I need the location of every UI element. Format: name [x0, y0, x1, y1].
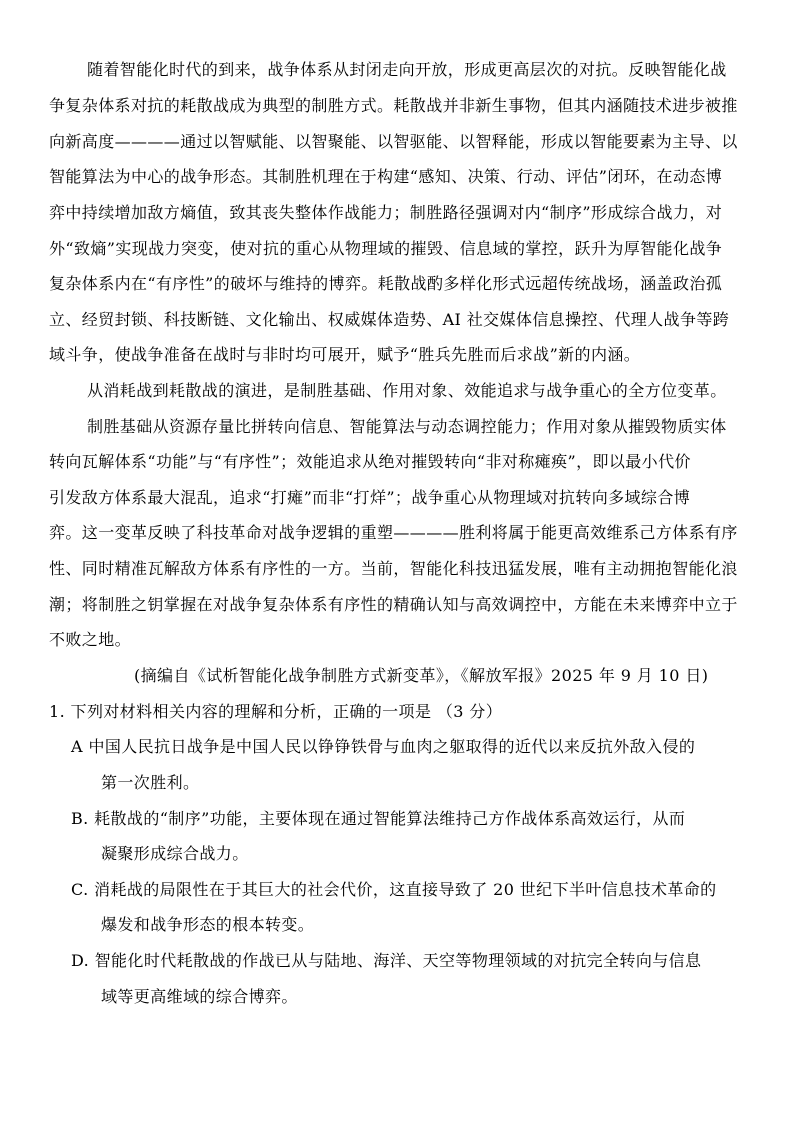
passage-line: 立、经贸封锁、科技断链、文化输出、权威媒体造势、AI 社交媒体信息操控、代理人战争等跨 [49, 310, 730, 329]
passage-line: 域斗争，使战争准备在战时与非时均可展开，赋予“胜兵先胜而后求战”新的内涵。 [49, 345, 641, 364]
passage-line: 向新高度————通过以智赋能、以智聚能、以智驱能、以智释能，形成以智能要素为主导、以 [49, 132, 738, 151]
passage-line: 弈中持续增加敌方熵值，致其丧失整体作战能力；制胜路径强调对内“制序”形成综合战力，对 [49, 203, 723, 222]
option-b-continuation: 凝聚形成综合战力。 [101, 844, 249, 863]
option-a-continuation: 第一次胜利。 [101, 773, 200, 792]
option-a: A 中国人民抗日战争是中国人民以铮铮铁骨与血肉之躯取得的近代以来反抗外敌入侵的 [71, 737, 696, 756]
option-b: B. 耗散战的“制序”功能，主要体现在通过智能算法维持己方作战体系高效运行，从而 [71, 809, 686, 828]
option-d-continuation: 域等更高维域的综合博弈。 [101, 987, 298, 1006]
passage-line: 引发敌方体系最大混乱，追求“打瘫”而非“打烊”；战争重心从物理域对抗转向多域综合博 [49, 488, 691, 507]
option-c: C. 消耗战的局限性在于其巨大的社会代价，这直接导致了 20 世纪下半叶信息技术革命的 [71, 880, 717, 899]
passage-line: 弈。这一变革反映了科技革命对战争逻辑的重塑————胜利将属于能更高效维系己方体系有序 [49, 523, 738, 542]
question-stem: 1. 下列对材料相关内容的理解和分析，正确的一项是 （3 分） [49, 702, 503, 721]
passage-line: 制胜基础从资源存量比拼转向信息、智能算法与动态调控能力；作用对象从摧毁物质实体 [87, 417, 727, 436]
passage-line: 争复杂体系对抗的耗散战成为典型的制胜方式。耗散战并非新生事物，但其内涵随技术进步被推 [49, 96, 738, 115]
passage-line: 复杂体系内在“有序性”的破坏与维持的博弈。耗散战酌多样化形式远超传统战场，涵盖政治孤 [49, 274, 723, 293]
option-c-continuation: 爆发和战争形态的根本转变。 [101, 915, 315, 934]
passage-line: 不败之地。 [49, 630, 132, 649]
passage-line: 随着智能化时代的到来，战争体系从封闭走向开放，形成更高层次的对抗。反映智能化战 [87, 60, 727, 79]
passage-line: 转向瓦解体系“功能”与“有序性”；效能追求从绝对摧毁转向“非对称瘫痪”，即以最小代价 [49, 452, 691, 471]
passage-line: 从消耗战到耗散战的演进，是制胜基础、作用对象、效能追求与战争重心的全方位变革。 [87, 381, 727, 400]
option-d: D. 智能化时代耗散战的作战已从与陆地、海洋、天空等物理领域的对抗完全转向与信息 [71, 951, 702, 970]
passage-line: 智能算法为中心的战争形态。其制胜机理在于构建“感知、决策、行动、评估”闭环，在动态博 [49, 167, 723, 186]
source-citation: (摘编自《试析智能化战争制胜方式新变革》，《解放军报》2025 年 9 月 10 日) [134, 666, 709, 685]
passage-line: 潮；将制胜之钥掌握在对战争复杂体系有序性的精确认知与高效调控中，方能在未来博弈中立于 [49, 595, 738, 614]
passage-line: 外“致熵”实现战力突变，使对抗的重心从物理域的摧毁、信息域的掌控，跃升为厚智能化战争 [49, 239, 723, 258]
passage-line: 性、同时精准瓦解敌方体系有序性的一方。当前，智能化科技迅猛发展，唯有主动拥抱智能化浪 [49, 559, 738, 578]
